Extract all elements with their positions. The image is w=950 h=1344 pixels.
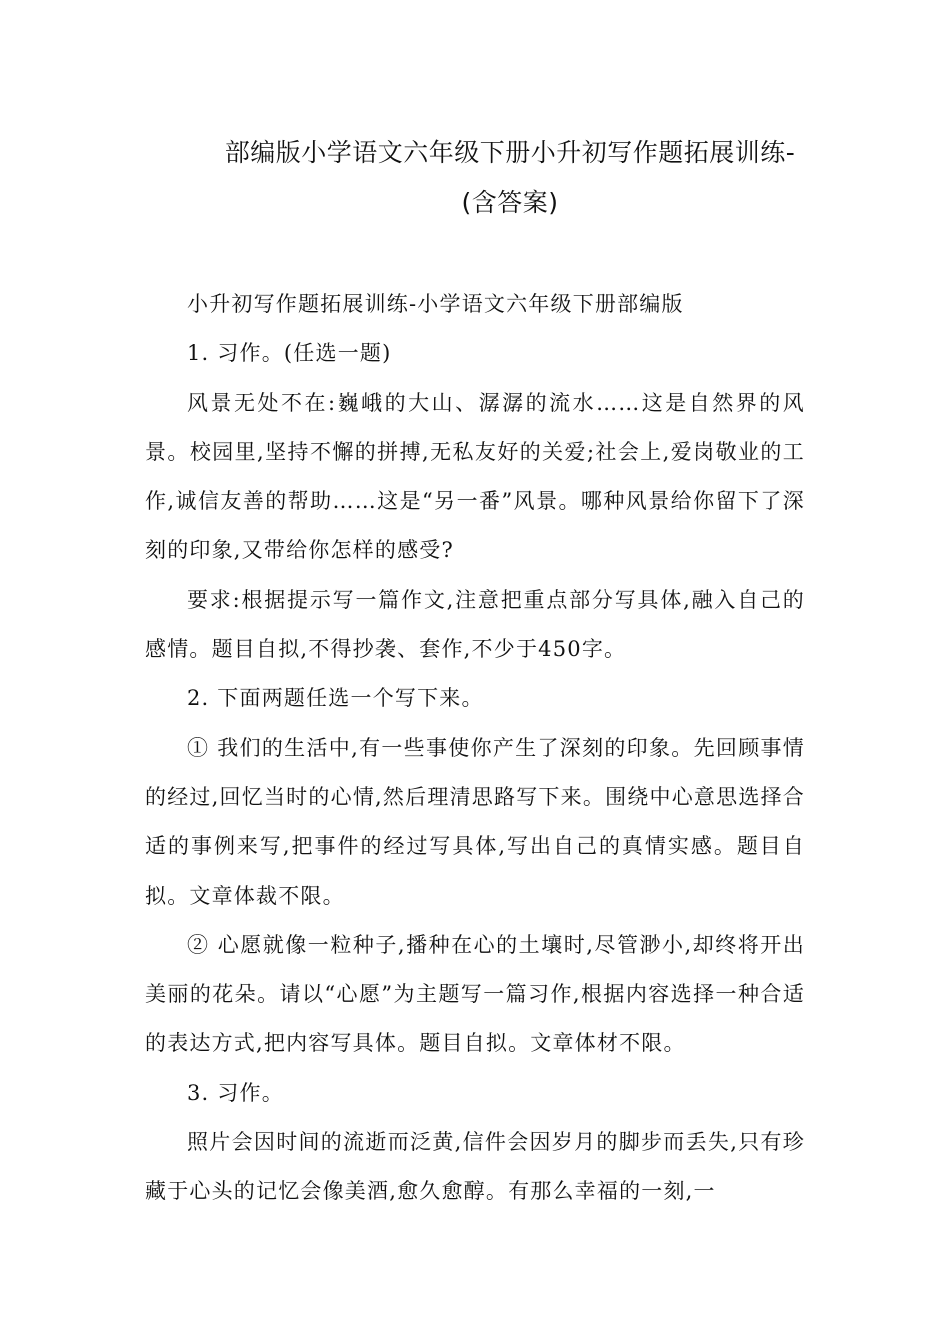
question-1-requirements: 要求:根据提示写一篇作文,注意把重点部分写具体,融入自己的感情。题目自拟,不得抄袭、套作,不少于450字。 — [145, 587, 805, 662]
question-2-option-2: ② 心愿就像一粒种子,播种在心的土壤时,尽管渺小,却终将开出美丽的花朵。请以“心愿”为主题写一篇习作,根据内容选择一种合适的表达方式,把内容写具体。题目自拟。文章体材不限。 — [145, 932, 805, 1056]
document-title-line2: (含答案) — [461, 188, 559, 217]
question-3-prompt: 照片会因时间的流逝而泛黄,信件会因岁月的脚步而丢失,只有珍藏于心头的记忆会像美酒,愈久愈醇。有那么幸福的一刻,一 — [145, 1130, 805, 1204]
document-body — [145, 280, 805, 1217]
question-1-heading: 1. 习作。(任选一题) — [187, 341, 392, 366]
subtitle-paragraph: 小升初写作题拓展训练-小学语文六年级下册部编版 — [187, 292, 684, 316]
question-2-option-1: ① 我们的生活中,有一些事使你产生了深刻的印象。先回顾事情的经过,回忆当时的心情,然后理清思路写下来。围绕中心意思选择合适的事例来写,把事件的经过写具体,写出自己的真情实感。题目自拟。文章体裁不限。 — [145, 735, 805, 908]
document-title-line1: 部编版小学语文六年级下册小升初写作题拓展训练- — [224, 138, 796, 167]
question-2-heading: 2. 下面两题任选一个写下来。 — [187, 686, 484, 711]
question-3-heading: 3. 习作。 — [187, 1080, 284, 1105]
question-1-prompt: 风景无处不在:巍峨的大山、潺潺的流水……这是自然界的风景。校园里,坚持不懈的拼搏,无私友好的关爱;社会上,爱岗敬业的工作,诚信友善的帮助……这是“另一番”风景。哪种风景给你留下了深刻的印象,又带给你怎样的感受? — [145, 390, 805, 563]
